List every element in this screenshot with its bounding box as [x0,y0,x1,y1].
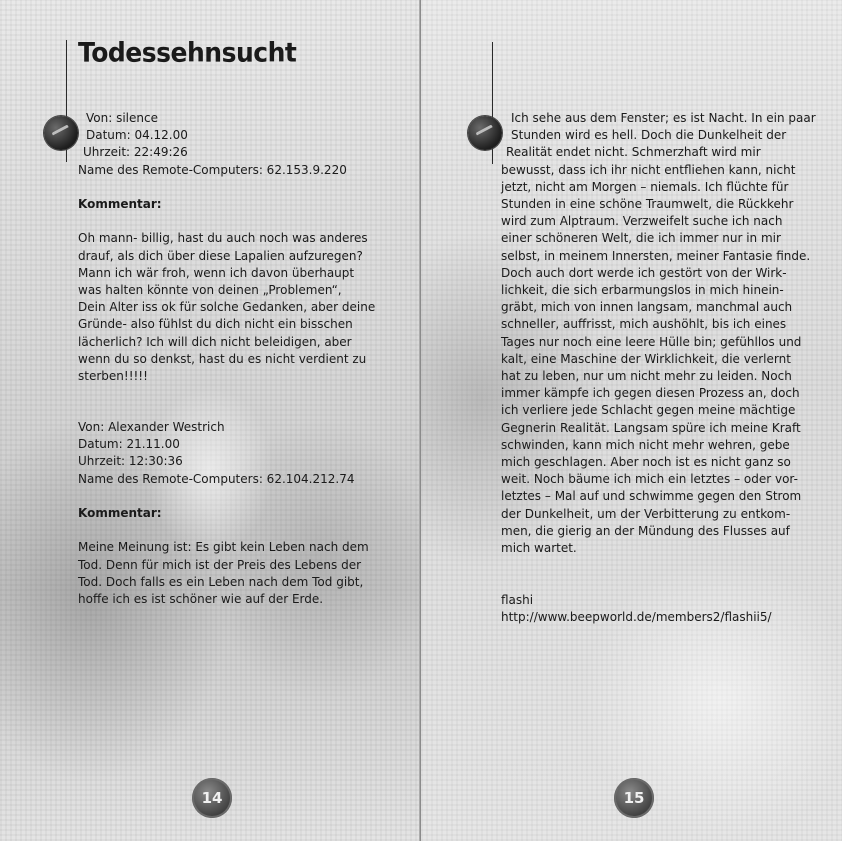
entry-1-line: sterben!!!!! [78,369,148,384]
body-line: immer kämpfe ich gegen diesen Prozess an, doch [501,386,800,401]
body-line: selbst, in meinem Innersten, meiner Fantasie finde. [501,248,811,263]
entry-2 [78,419,408,608]
right-body [501,110,836,626]
post-badge-icon [44,116,78,150]
body-line: mich wartet. [501,541,577,556]
entry-2-line: hoffe ich es ist schöner wie auf der Erde. [78,592,324,606]
body-line: einer schöneren Welt, die ich immer nur in mir [501,231,781,246]
page-number-badge-14 [192,778,232,818]
entry-1-remote: Name des Remote-Computers: 62.153.9.220 [78,162,347,177]
entry-1-line: Dein Alter iss ok für solche Gedanken, aber deine [78,300,376,315]
entry-2-remote: Name des Remote-Computers: 62.104.212.74 [78,471,355,486]
body-line: ich verliere jede Schlacht gegen meine mächtige [501,403,796,418]
entry-1 [78,110,408,385]
body-line: letztes – Mal auf und schwimme gegen den Strom [501,489,802,504]
page-title: Todessehnsucht [78,37,297,68]
signature: flashi [501,592,534,607]
page-number: 14 [201,789,223,807]
body-line: Gegnerin Realität. Langsam spüre ich meine Kraft [501,420,801,435]
entry-1-line: lächerlich? Ich will dich nicht beleidigen, aber [78,334,352,349]
body-line: kalt, eine Maschine der Wirklichkeit, die verlernt [501,351,791,366]
entry-2-kommentar-label: Kommentar: [78,506,162,520]
body-line: Realität endet nicht. Schmerzhaft wird mir [506,145,761,160]
body-line: jetzt, nicht am Morgen – niemals. Ich flüchte für [501,179,789,194]
body-line: lichkeit, die sich erbarmungslos in mich hinein- [501,283,784,298]
post-badge-icon [468,116,502,150]
body-line: Doch auch dort werde ich gestört von der Wirk- [501,265,787,280]
entry-2-line: Tod. Doch falls es ein Leben nach dem Tod gibt, [78,574,364,589]
entry-1-uhrzeit: Uhrzeit: 22:49:26 [83,145,188,160]
entry-1-line: Mann ich wär froh, wenn ich davon überhaupt [78,265,355,280]
page-number: 15 [623,789,645,807]
page-number-badge-15 [614,778,654,818]
body-line: Tages nur noch eine leere Hülle bin; gefühllos und [501,334,802,349]
body-line: schneller, auffrisst, mich aushöhlt, bis ich eines [501,317,787,332]
entry-1-kommentar-label: Kommentar: [78,197,162,211]
entry-2-uhrzeit: Uhrzeit: 12:30:36 [78,454,183,469]
body-line: hat zu leben, nur um nicht mehr zu leiden. Noch [501,369,792,384]
entry-1-line: Gründe- also fühlst du dich nicht ein bisschen [78,317,353,332]
body-line: Stunden wird es hell. Doch die Dunkelheit der [511,128,787,143]
entry-2-von: Von: Alexander Westrich [78,420,225,434]
body-line: weit. Noch bäume ich mich ein letztes – oder vor- [501,472,798,487]
entry-1-line: was halten könnte von deinen „Problemen“, [78,283,342,297]
entry-1-von: Von: silence [86,111,158,125]
body-line: schwinden, kann mich nicht mehr wehren, gebe [501,437,790,452]
homepage-link[interactable]: http://www.beepworld.de/members2/flashii5/ [501,609,772,624]
body-line: mich geschlagen. Aber noch ist es nicht ganz so [501,455,791,470]
body-line: men, die gierig an der Mündung des Flusses auf [501,523,790,538]
body-line: wird zum Alptraum. Verzweifelt suche ich nach [501,214,783,229]
entry-1-datum: Datum: 04.12.00 [86,128,188,143]
entry-1-line: drauf, als dich über diese Lapalien aufzuregen? [78,248,363,263]
right-page [421,0,842,841]
body-line: Ich sehe aus dem Fenster; es ist Nacht. In ein paar [511,111,816,125]
entry-1-line: wenn du so denkst, hast du es nicht verdient zu [78,351,367,366]
body-line: gräbt, mich von innen langsam, manchmal auch [501,300,793,315]
entry-1-line: Oh mann- billig, hast du auch noch was anderes [78,231,368,246]
entry-2-datum: Datum: 21.11.00 [78,437,180,452]
body-line: Stunden in eine schöne Traumwelt, die Rückkehr [501,197,794,212]
body-line: bewusst, dass ich ihr nicht entfliehen kann, nicht [501,162,796,177]
entry-2-line: Meine Meinung ist: Es gibt kein Leben nach dem [78,540,369,555]
entry-2-line: Tod. Denn für mich ist der Preis des Lebens der [78,557,362,572]
body-line: der Dunkelheit, um der Verbitterung zu entkom- [501,506,791,521]
